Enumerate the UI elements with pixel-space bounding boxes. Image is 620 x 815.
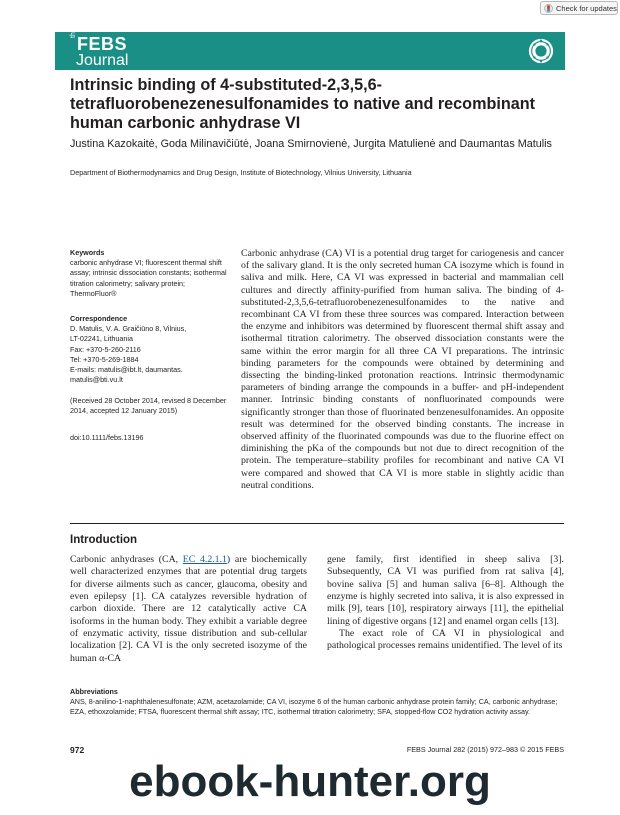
article-authors: Justina Kazokaitė, Goda Milinavičiūtė, Joana Smirnovienė, Jurgita Matulienė and Daumantas Matulis xyxy=(70,138,552,150)
intro-text-before-link: Carbonic anhydrases (CA, xyxy=(70,554,183,565)
correspondence-line: LT-02241, Lithuania xyxy=(70,334,134,344)
section-divider xyxy=(70,523,564,524)
correspondence-line: E-mails: matulis@ibt.lt, daumantas. xyxy=(70,365,183,375)
article-doi[interactable]: doi:10.1111/febs.13196 xyxy=(70,433,144,442)
introduction-left-column xyxy=(70,554,307,665)
watermark-text: ebook-hunter.org xyxy=(129,757,491,806)
correspondence-line: matulis@bti.vu.lt xyxy=(70,375,123,385)
febs-emblem-icon xyxy=(527,37,555,65)
correspondence-line: Fax: +370-5-260-2116 xyxy=(70,344,141,354)
introduction-paragraph xyxy=(70,554,307,665)
keywords-list: carbonic anhydrase VI; fluorescent thermal shift assay; intrinsic dissociation constants; isothermal titration calorimetry; salivary protein; ThermoFluor® xyxy=(70,258,227,298)
check-for-updates-label: Check for updates xyxy=(556,3,617,13)
introduction-paragraph: The exact role of CA VI in physiological and pathological processes remains unidentified. The level of its xyxy=(327,628,564,652)
crossmark-icon xyxy=(544,4,553,13)
introduction-heading: Introduction xyxy=(70,534,138,546)
journal-logo-febs: FEBS xyxy=(77,34,128,54)
journal-logo-journal: Journal xyxy=(76,52,129,69)
correspondence-line: D. Matulis, V. A. Graičiūno 8, Vilnius, xyxy=(70,324,187,333)
abbreviations-text: ANS, 8-anilino-1-naphthalenesulfonate; AZM, acetazolamide; CA VI, isozyme 6 of the human carbonic anhydrase protein family; CA, carbonic anhydrase; EZA, ethoxzolamide; FTSA, fluorescent thermal shift assay; ITC, isothermal titration calorimetry; SFA, stopped-flow CO2 hydration activity assay. xyxy=(70,697,558,716)
correspondence-line: Tel: +370-5-269-1884 xyxy=(70,354,139,364)
keywords-heading: Keywords xyxy=(70,248,105,257)
abbreviations-heading: Abbreviations xyxy=(70,687,118,696)
article-affiliation: Department of Biothermodynamics and Drug Design, Institute of Biotechnology, Vilnius University, Lithuania xyxy=(70,168,412,177)
correspondence-block xyxy=(70,324,230,386)
check-for-updates-button[interactable] xyxy=(540,1,618,15)
ec-number-link[interactable]: EC 4.2.1.1 xyxy=(182,554,227,565)
page-number: 972 xyxy=(70,745,85,755)
journal-logo-prefix: the xyxy=(70,28,77,38)
introduction-right-column xyxy=(327,554,564,653)
journal-citation: FEBS Journal 282 (2015) 972–983 © 2015 FEBS xyxy=(406,745,564,754)
article-dates: (Received 28 October 2014, revised 8 December 2014, accepted 12 January 2015) xyxy=(70,396,227,416)
article-title: Intrinsic binding of 4-substituted-2,3,5,6-tetrafluorobenezenesulfonamides to native and recombinant human carbonic anhydrase VI xyxy=(70,76,536,132)
intro-text-after-link: ) are biochemically well characterized enzymes that are potential drug targets for diverse ailments such as cancer, glaucoma, obesity and even epilepsy [1]. CA catalyzes reversible hydration of carbon dioxide. There are 12 catalytically active CA isoforms in the human body. They exhibit a variable degree of enzymatic activity, tissue distribution and sub-cellular localization [2]. CA VI is the only secreted isozyme of the human α-CA xyxy=(70,554,307,664)
journal-header-band xyxy=(55,28,565,70)
correspondence-heading: Correspondence xyxy=(70,314,128,323)
abstract-text: Carbonic anhydrase (CA) VI is a potential drug target for cariogenesis and cancer of the salivary gland. It is the only secreted human CA isozyme which is found in saliva and milk. Here, CA VI was expressed in bacterial and mammalian cell cultures and directly affinity-purified from human saliva. The binding of 4-substituted-2,3,5,6-tetrafluorobenezenesulfonamides to the native and recombinant CA VI from these three sources was compared. Interaction between the enzyme and inhibitors was determined by fluorescent thermal shift assay and isothermal titration calorimetry. The observed dissociation constants were the same within the error margin for all three CA VI preparations. The intrinsic binding parameters for the compounds were obtained by determining and dissecting the binding-linked protonation reactions. Intrinsic thermodynamic parameters of binding arrange the compounds in a buffer- and pH-independent manner. Intrinsic binding constants of nonfluorinated compounds were significantly stronger than those of fluorinated benzenesulfonamides. An opposite result was determined for the observed binding constants. The increase in observed affinity of the fluorinated compounds was due to the fluorine effect on diminishing the pKa of the compounds but not due to direct recognition of the protein. The temperature–stability profiles for recombinant and native CA VI were compared and showed that CA VI is more stable in slightly acidic than neutral conditions. xyxy=(241,248,564,491)
introduction-paragraph: gene family, first identified in sheep saliva [3]. Subsequently, CA VI was purified from rat saliva [4], bovine saliva [5] and human saliva [6–8]. Although the enzyme is highly secreted into saliva, it is also expressed in milk [9], tears [10], respiratory airways [11], the epithelial lining of digestive organs [12] and enamel organ cells [13]. xyxy=(327,554,564,627)
